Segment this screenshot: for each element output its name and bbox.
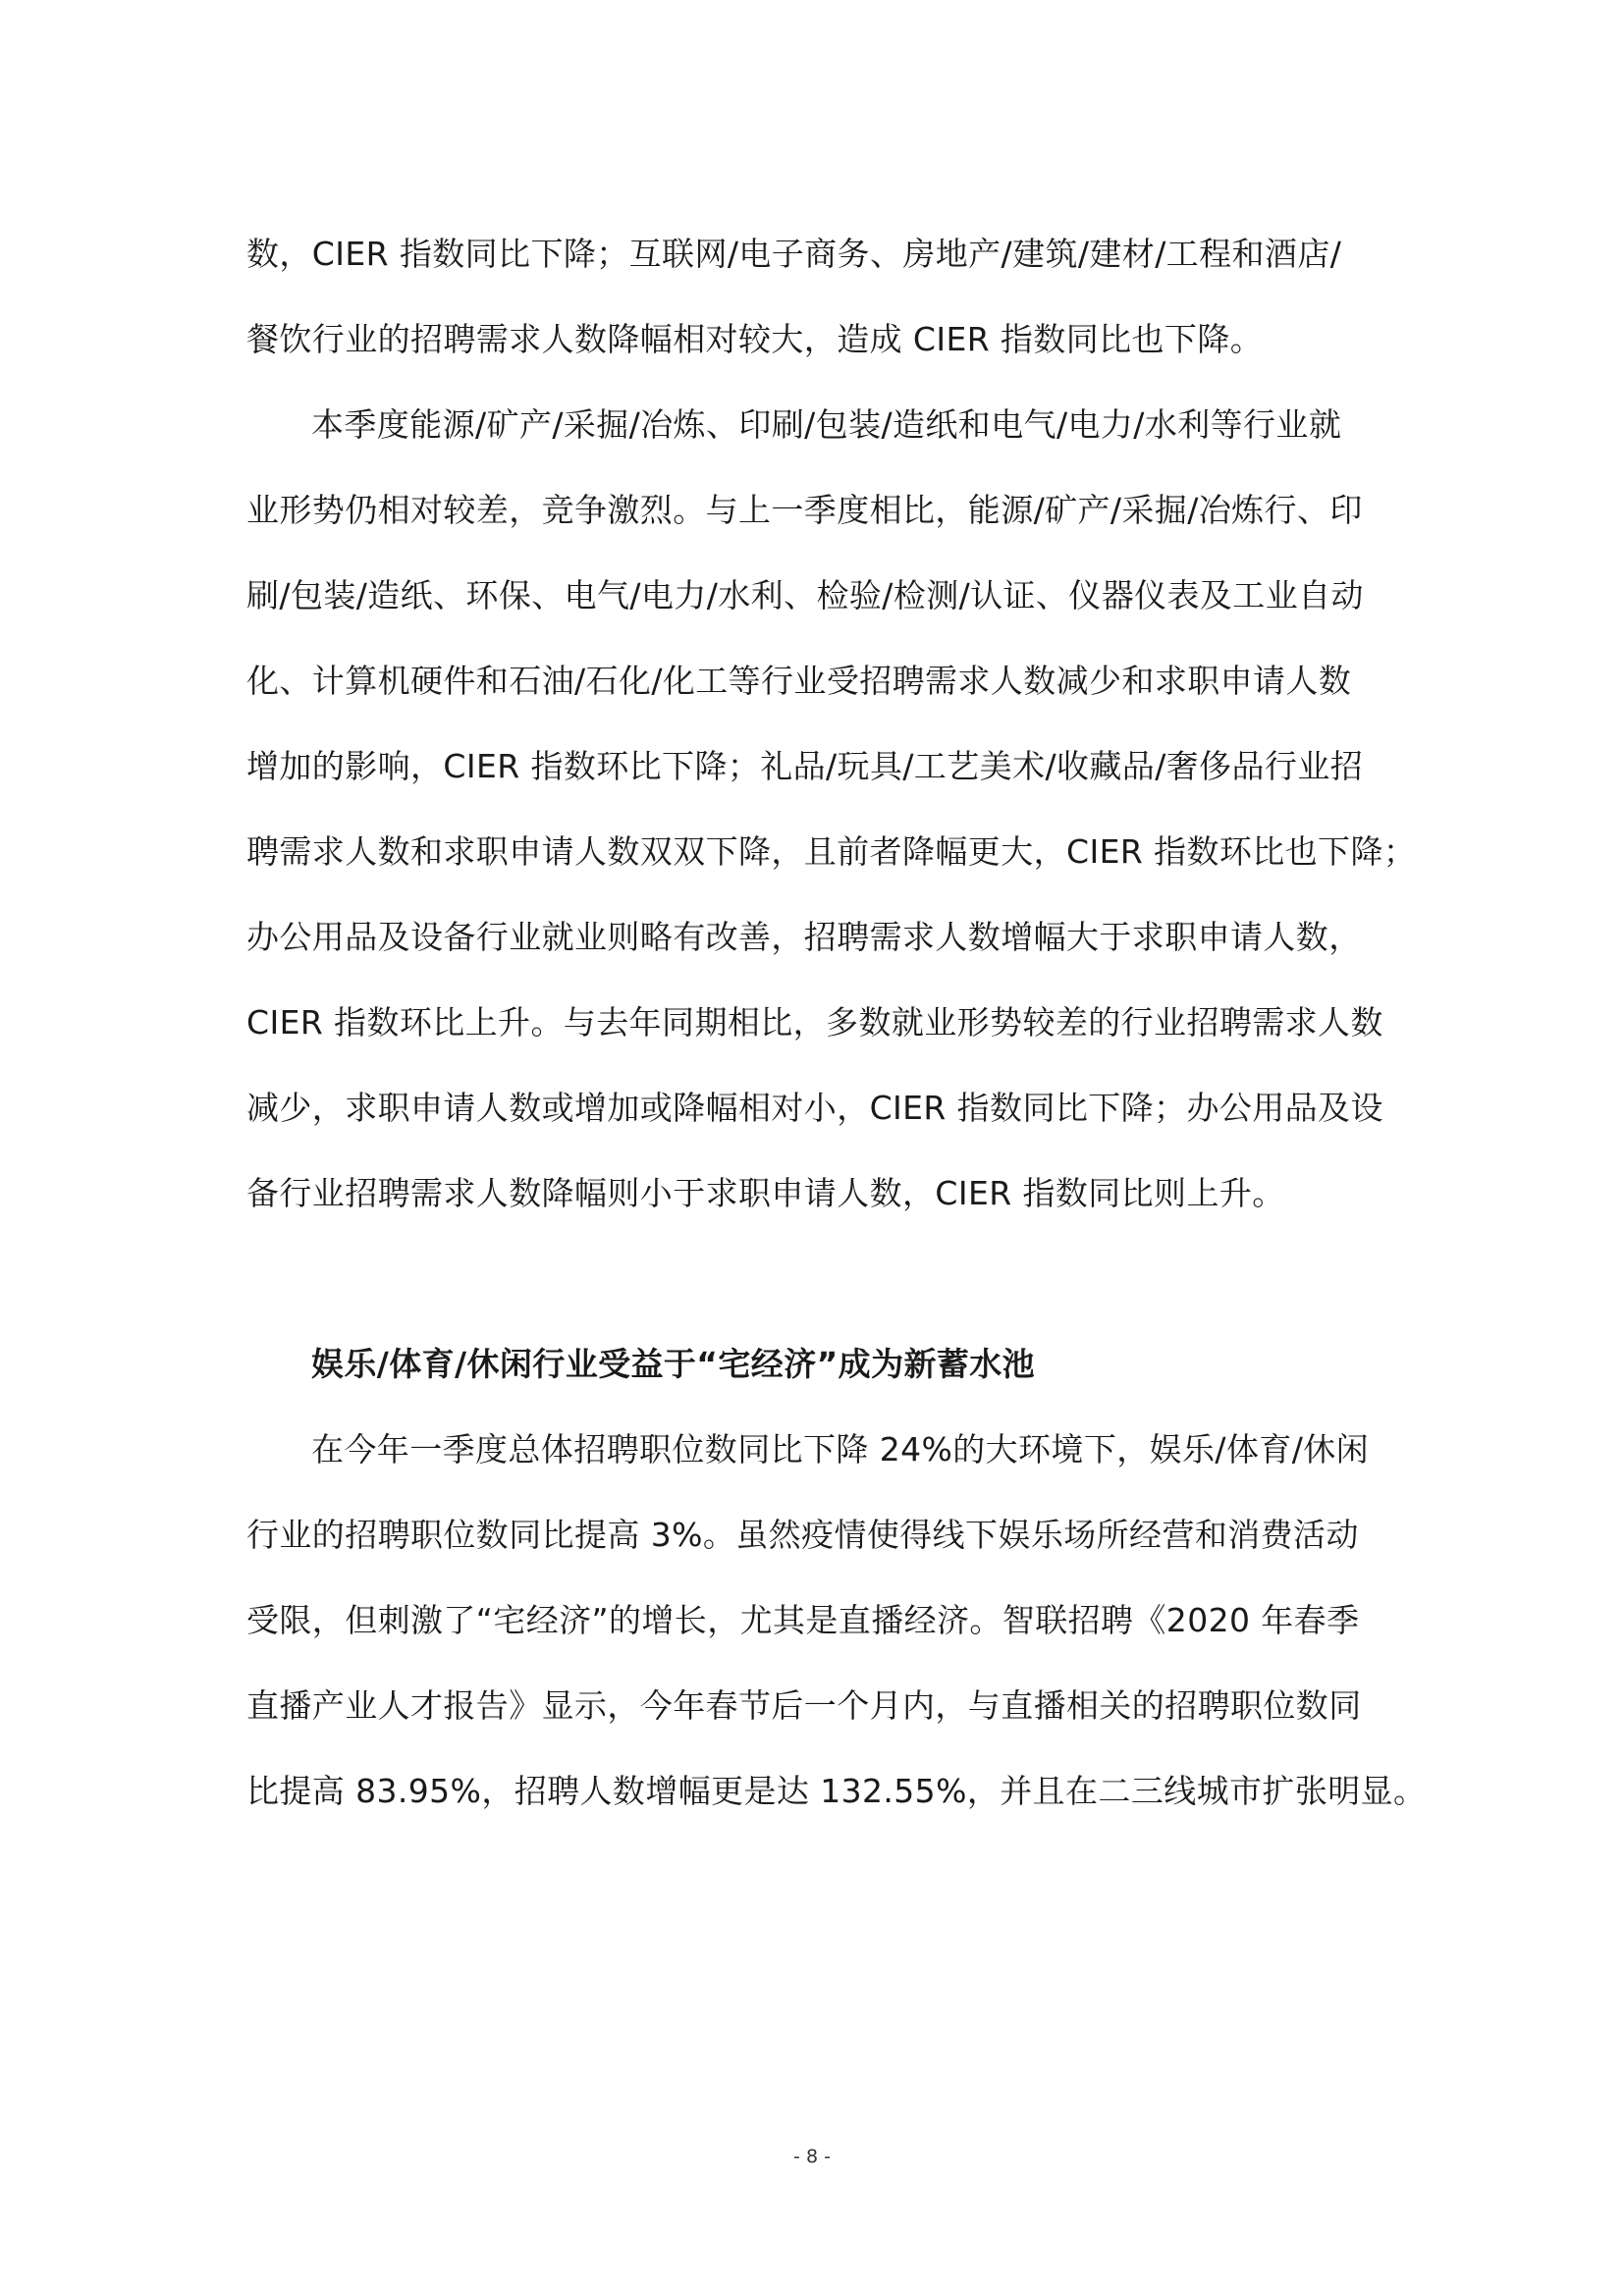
- page-number: - 8 -: [793, 2146, 831, 2167]
- page-body: [246, 211, 1427, 1834]
- text-line: 本季度能源/矿产/采掘/冶炼、印刷/包装/造纸和电气/电力/水利等行业就: [311, 405, 1342, 444]
- paragraph-industry-conditions: [246, 382, 1417, 1236]
- text-line: 在今年一季度总体招聘职位数同比下降 24%的大环境下，娱乐/体育/休闲: [311, 1430, 1370, 1468]
- text-line: 化、计算机硬件和石油/石化/化工等行业受招聘需求人数减少和求职申请人数: [246, 662, 1352, 700]
- text-line: 办公用品及设备行业就业则略有改善，招聘需求人数增幅大于求职申请人数，: [246, 918, 1362, 956]
- paragraph-entertainment: [246, 1407, 1427, 1834]
- text-line: 行业的招聘职位数同比提高 3%。虽然疫情使得线下娱乐场所经营和消费活动: [246, 1516, 1359, 1554]
- text-line: 聘需求人数和求职申请人数双双下降，且前者降幅更大，CIER 指数环比也下降；: [246, 832, 1417, 871]
- section-heading: 娱乐/体育/休闲行业受益于“宅经济”成为新蓄水池: [311, 1345, 1036, 1383]
- text-line: 数，CIER 指数同比下降；互联网/电子商务、房地产/建筑/建材/工程和酒店/: [246, 235, 1342, 273]
- text-line: CIER 指数环比上升。与去年同期相比，多数就业形势较差的行业招聘需求人数: [246, 1003, 1383, 1041]
- text-line: 直播产业人才报告》显示，今年春节后一个月内，与直播相关的招聘职位数同: [246, 1686, 1362, 1725]
- paragraph-continuation: [246, 211, 1378, 382]
- text-line: 受限，但刺激了“宅经济”的增长，尤其是直播经济。智联招聘《2020 年春季: [246, 1601, 1360, 1639]
- text-line: 餐饮行业的招聘需求人数降幅相对较大，造成 CIER 指数同比也下降。: [246, 320, 1264, 358]
- text-line: 刷/包装/造纸、环保、电气/电力/水利、检验/检测/认证、仪器仪表及工业自动: [246, 576, 1364, 614]
- text-line: 减少，求职申请人数或增加或降幅相对小，CIER 指数同比下降；办公用品及设: [246, 1089, 1383, 1127]
- text-line: 比提高 83.95%，招聘人数增幅更是达 132.55%，并且在二三线城市扩张明显。: [246, 1772, 1427, 1810]
- text-line: 增加的影响，CIER 指数环比下降；礼品/玩具/工艺美术/收藏品/奢侈品行业招: [246, 747, 1364, 785]
- text-line: 备行业招聘需求人数降幅则小于求职申请人数，CIER 指数同比则上升。: [246, 1174, 1285, 1212]
- section-spacer: [246, 1236, 1378, 1321]
- text-line: 业形势仍相对较差，竞争激烈。与上一季度相比，能源/矿产/采掘/冶炼行、印: [246, 491, 1363, 529]
